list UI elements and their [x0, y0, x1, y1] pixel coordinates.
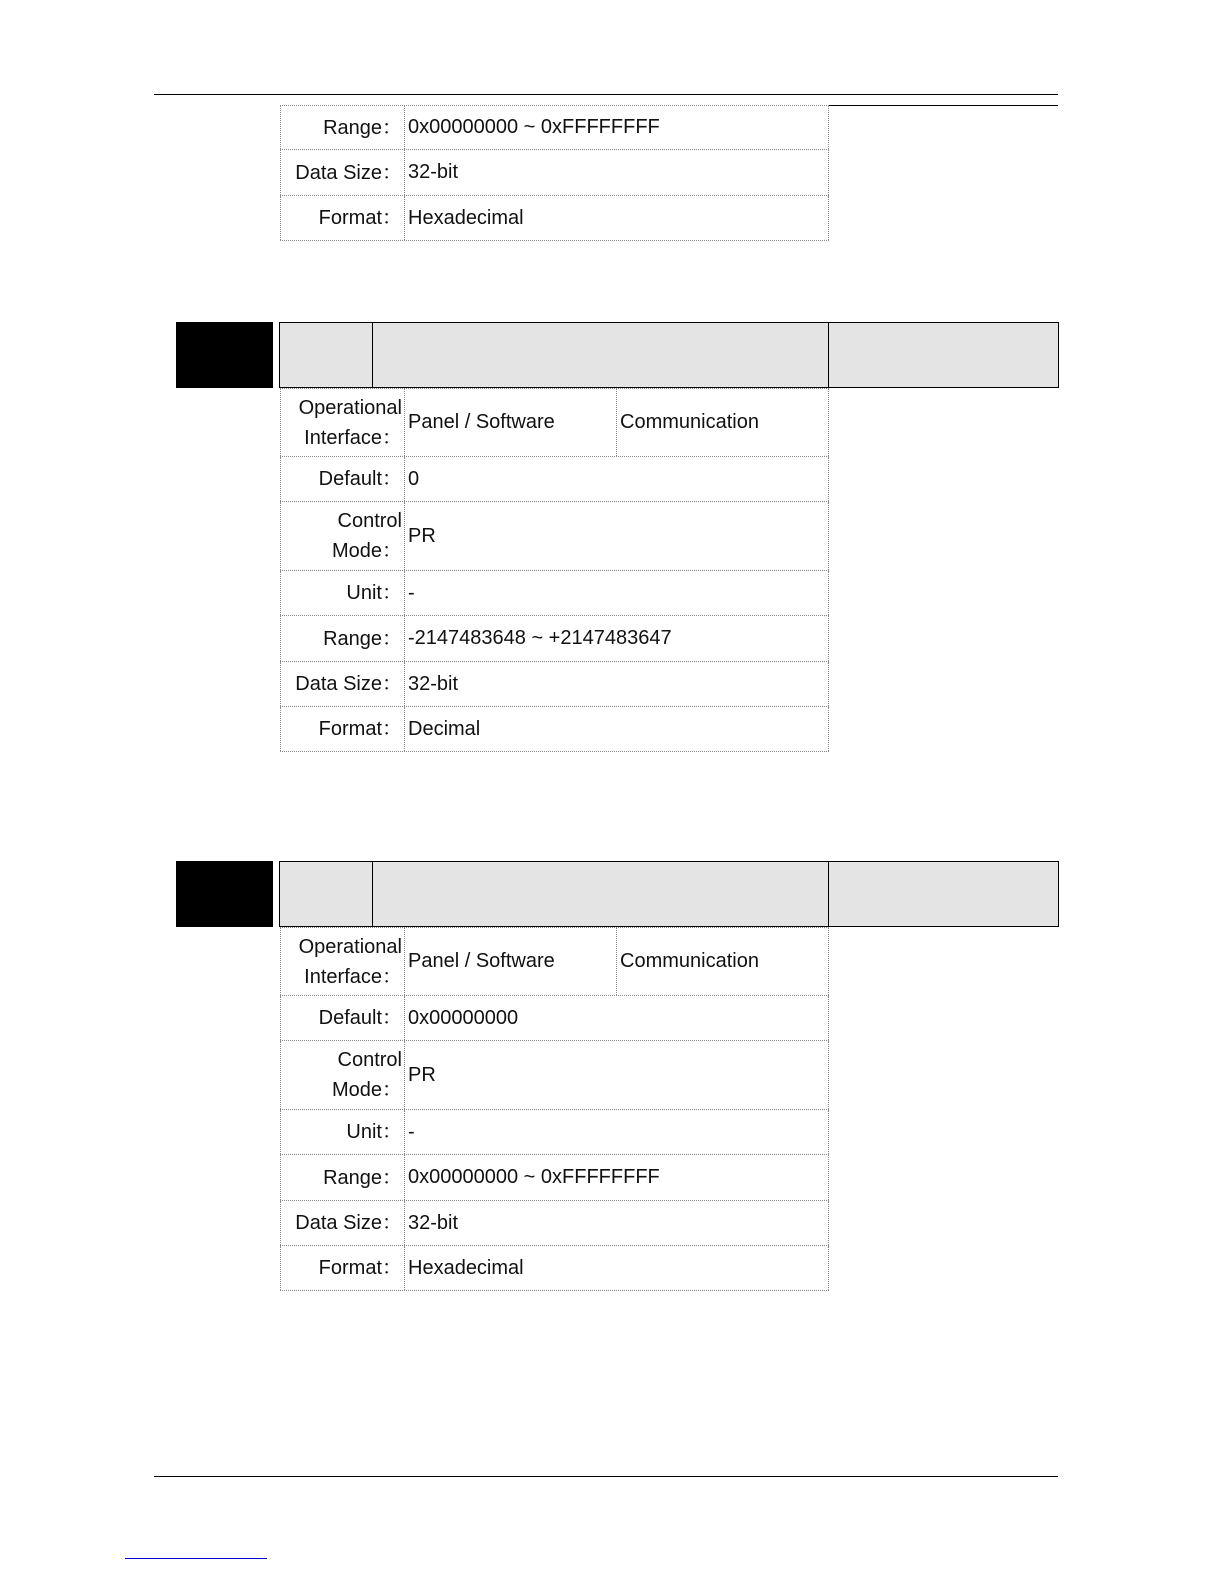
row-label: Data Size： — [280, 1201, 405, 1245]
param-address-cell — [828, 861, 1059, 927]
param-name-cell — [372, 861, 829, 927]
param-header-1 — [176, 322, 1058, 388]
page-header-rule — [154, 94, 1058, 95]
table-row — [280, 616, 829, 662]
row-value — [405, 389, 829, 456]
row-value: 0 — [405, 457, 829, 501]
row-value: PR — [405, 1041, 829, 1109]
param-spec-table-1 — [280, 388, 829, 752]
row-label: Default： — [280, 457, 405, 501]
table-row — [280, 1110, 829, 1155]
row-label: Range： — [280, 1155, 405, 1200]
row-value: Decimal — [405, 707, 829, 751]
row-label: Range： — [280, 106, 405, 149]
row-value: -2147483648 ~ +2147483647 — [405, 616, 829, 661]
row-value: PR — [405, 502, 829, 570]
interface-row — [280, 927, 829, 996]
row-label: Format： — [280, 1246, 405, 1290]
interface-option-communication: Communication — [620, 950, 759, 972]
table-row — [280, 662, 829, 707]
param-header-2 — [176, 861, 1058, 927]
row-label: Default： — [280, 996, 405, 1040]
table-row — [280, 105, 829, 150]
table-row — [280, 150, 829, 196]
table-row — [280, 1201, 829, 1246]
row-value — [405, 928, 829, 995]
table-row — [280, 1155, 829, 1201]
table-row — [280, 571, 829, 616]
param-number-cell — [279, 322, 373, 388]
row-value: - — [405, 1110, 829, 1154]
row-label: Data Size： — [280, 662, 405, 706]
row-value: 32-bit — [405, 662, 829, 706]
interface-option-communication: Communication — [620, 411, 759, 433]
row-label: Unit： — [280, 1110, 405, 1154]
row-label: Range： — [280, 616, 405, 661]
row-value: Hexadecimal — [405, 196, 829, 240]
param-name-cell — [372, 322, 829, 388]
param-number-cell — [279, 861, 373, 927]
row-value: 0x00000000 — [405, 996, 829, 1040]
table-row — [280, 502, 829, 571]
param-spec-table-0 — [280, 105, 829, 241]
table-row — [280, 996, 829, 1041]
row-value: 0x00000000 ~ 0xFFFFFFFF — [405, 106, 829, 149]
param-spec-table-2 — [280, 927, 829, 1291]
row-label: Operational Interface： — [280, 928, 405, 995]
row-label: Control Mode： — [280, 1041, 405, 1109]
row-value: 32-bit — [405, 1201, 829, 1245]
table-row — [280, 196, 829, 241]
header-right-rule — [828, 105, 1058, 106]
row-label: Operational Interface： — [280, 389, 405, 456]
param-code-box — [176, 322, 273, 388]
table-row — [280, 707, 829, 752]
row-value: Hexadecimal — [405, 1246, 829, 1290]
param-address-cell — [828, 322, 1059, 388]
row-label: Data Size： — [280, 150, 405, 195]
table-row — [280, 1041, 829, 1110]
row-label: Format： — [280, 707, 405, 751]
row-label: Unit： — [280, 571, 405, 615]
row-value: - — [405, 571, 829, 615]
interface-row — [280, 388, 829, 457]
row-label: Control Mode： — [280, 502, 405, 570]
row-value: 0x00000000 ~ 0xFFFFFFFF — [405, 1155, 829, 1200]
table-row — [280, 1246, 829, 1291]
page-footer-rule — [154, 1476, 1058, 1477]
param-code-box — [176, 861, 273, 927]
footer-link-underline — [125, 1558, 267, 1559]
row-value: 32-bit — [405, 150, 829, 195]
interface-option-panel: Panel / Software — [405, 928, 617, 995]
row-label: Format： — [280, 196, 405, 240]
table-row — [280, 457, 829, 502]
interface-option-panel: Panel / Software — [405, 389, 617, 456]
